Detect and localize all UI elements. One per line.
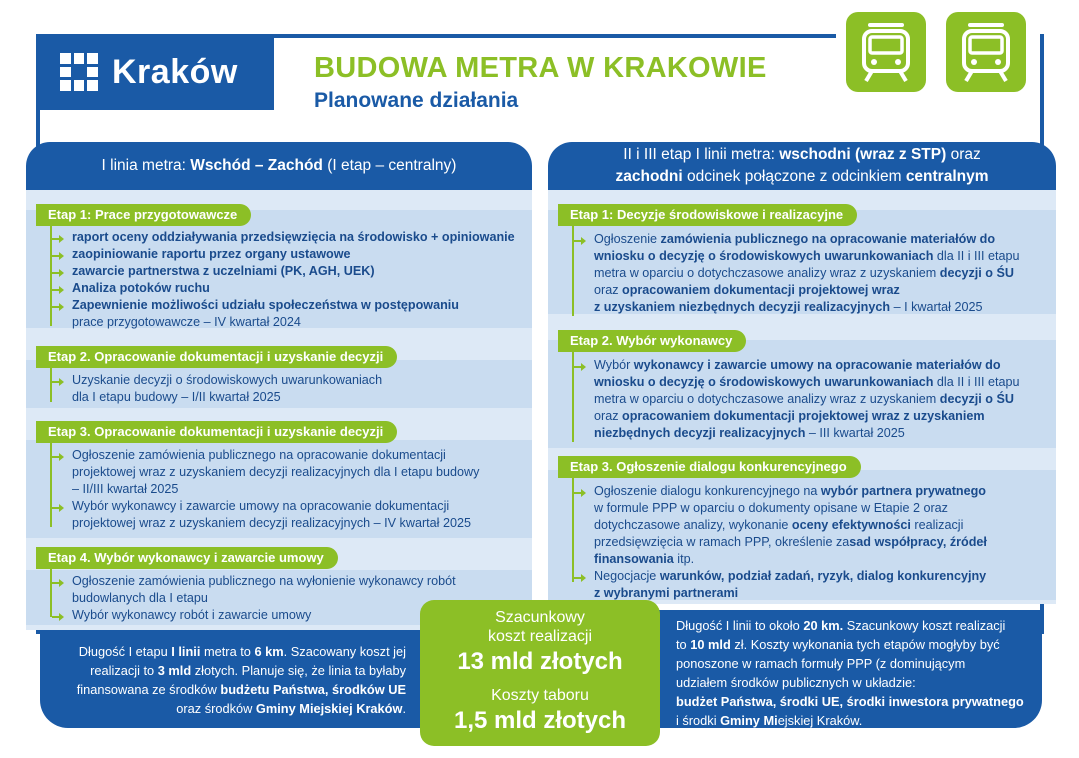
krakow-logo [36, 34, 274, 110]
left-stage-3-item: – II/III kwartał 2025 [72, 482, 179, 496]
right-stage-3-line-5: finansowania itp. [594, 552, 695, 566]
right-stage-2-line-3: metra w oparciu o dotychczasowe analizy wraz z uzyskaniem decyzji o ŚU [594, 392, 1014, 406]
left-stage-2-item: dla I etapu budowy – I/II kwartał 2025 [72, 390, 281, 404]
logo-text: Kraków [112, 52, 238, 91]
right-stage-2-label: Etap 2. Wybór wykonawcy [558, 330, 746, 352]
left-stage-1-item: zaopiniowanie raportu przez organy ustawowe [72, 247, 351, 261]
left-stage-3-item: Wybór wykonawcy i zawarcie umowy na opracowanie dokumentacji [72, 499, 450, 513]
left-stage-1-item: Analiza potoków ruchu [72, 281, 210, 295]
bullet-arrow-icon [574, 240, 582, 242]
right-stage-1-label: Etap 1: Decyzje środowiskowe i realizacyjne [558, 204, 857, 226]
metro-train-icon [946, 12, 1026, 92]
right-stage-1-line-3: metra w oparciu o dotychczasowe analizy wraz z uzyskaniem decyzji o ŚU [594, 266, 1014, 280]
right-summary-box: Długość I linii to około 20 km. Szacunkowy koszt realizacji to 10 mld zł. Koszty wykonania tych etapów mogłyby być ponoszone w ramach formuły PPP (z dominującym udziałem środków publicznych w układzie: budżet Państwa, środki UE, środki inwestora prywatnego i środki Gminy Miejskiej Kraków. [652, 610, 1042, 728]
bullet-arrow-icon [52, 381, 60, 383]
left-column-header [26, 142, 532, 190]
bullet-arrow-icon [52, 306, 60, 308]
right-header-central: centralnym [905, 168, 989, 185]
left-stage-2-item: Uzyskanie decyzji o środowiskowych uwarunkowaniach [72, 373, 383, 387]
bullet-arrow-icon [52, 272, 60, 274]
cost-label-rolling-stock: Koszty taboru [491, 687, 589, 704]
right-stage-2-line-5: niezbędnych decyzji realizacyjnych – III kwartał 2025 [594, 426, 905, 440]
bullet-arrow-icon [52, 582, 60, 584]
left-stage-4-label: Etap 4. Wybór wykonawcy i zawarcie umowy [36, 547, 338, 569]
page-subtitle: Planowane działania [314, 89, 519, 112]
left-stage-1-line [50, 226, 52, 326]
left-stage-4-item: Ogłoszenie zamówienia publicznego na wyłonienie wykonawcy robót [72, 574, 456, 588]
left-header-route: Wschód – Zachód [190, 157, 323, 174]
left-stage-1-item: zawarcie partnerstwa z uczelniami (PK, AGH, UEK) [72, 264, 375, 278]
cost-summary-box [420, 600, 660, 746]
right-stage-2-line-4: oraz opracowaniem dokumentacji projektowej wraz z uzyskaniem [594, 409, 985, 423]
bullet-arrow-icon [574, 492, 582, 494]
right-stage-3-line-4: przedsięwzięcia w ramach PPP, określenie zasad współpracy, źródeł [594, 535, 987, 549]
right-header-west: zachodni [615, 168, 683, 185]
cost-label-1: Szacunkowy [495, 609, 585, 626]
right-stage-1-line-1: Ogłoszenie zamówienia publicznego na opracowanie materiałów do [594, 232, 996, 246]
left-stage-1-item: Zapewnienie możliwości udziału społeczeństwa w postępowaniu [72, 298, 459, 312]
metro-train-icon [846, 12, 926, 92]
right-stage-1-line-2: wniosku o decyzję o środowiskowych uwarunkowaniach dla II i III etapu [594, 249, 1020, 263]
right-stage-3-label: Etap 3. Ogłoszenie dialogu konkurencyjnego [558, 456, 861, 478]
right-header-mid: odcinek połączone z odcinkiem [682, 168, 906, 185]
bullet-arrow-icon [574, 366, 582, 368]
right-stage-3-line-1: Ogłoszenie dialogu konkurencyjnego na wybór partnera prywatnego [594, 484, 986, 498]
left-summary-box: Długość I etapu I linii metra to 6 km. Szacowany koszt jej realizacji to 3 mld złotych. Planuje się, że linia ta byłaby finansowana ze środków budżetu Państwa, środków UE oraz środków Gminy Miejskiej Kraków. [40, 632, 440, 728]
left-stage-2-label: Etap 2. Opracowanie dokumentacji i uzyskanie decyzji [36, 346, 397, 368]
left-stage-3-item: projektowej wraz z uzyskaniem decyzji realizacyjnych dla I etapu budowy [72, 465, 480, 479]
cost-value-rolling-stock: 1,5 mld złotych [453, 707, 627, 734]
left-stage-1-footer: prace przygotowawcze – IV kwartał 2024 [72, 315, 301, 329]
left-header-suffix: (I etap – centralny) [322, 157, 457, 174]
cost-label-2: koszt realizacji [487, 628, 593, 645]
bullet-arrow-icon [52, 255, 60, 257]
right-stage-3-line-6: Negocjacje warunków, podział zadań, ryzyk, dialog konkurencyjny [594, 569, 987, 583]
right-stage-3-line-7: z wybranymi partnerami [594, 586, 739, 600]
right-stage-3-line-3: dotychczasowe analizy, wykonanie oceny efektywności realizacji [594, 518, 964, 532]
right-header-and: oraz [946, 146, 981, 163]
left-header-prefix: I linia metra: [101, 157, 191, 174]
right-stage-2-line-1: Wybór wykonawcy i zawarcie umowy na opracowanie materiałów do [594, 358, 1001, 372]
bullet-arrow-icon [52, 507, 60, 509]
left-stage-4-line [50, 569, 52, 617]
bullet-arrow-icon [52, 456, 60, 458]
left-stage-2-line [50, 368, 52, 402]
left-stage-4-item: budowlanych dla I etapu [72, 591, 208, 605]
krakow-logo-mark-icon [60, 53, 98, 91]
left-stage-1-item: raport oceny oddziaływania przedsięwzięcia na środowisko + opiniowanie [72, 230, 515, 244]
left-stage-3-item: Ogłoszenie zamówienia publicznego na opracowanie dokumentacji [72, 448, 446, 462]
right-stage-1-line-4: oraz opracowaniem dokumentacji projektowej wraz [594, 283, 900, 297]
page-title: BUDOWA METRA W KRAKOWIE [314, 52, 767, 84]
left-stage-1-label: Etap 1: Prace przygotowawcze [36, 204, 251, 226]
right-header-prefix: II i III etap I linii metra: [623, 146, 780, 163]
left-stage-3-item: projektowej wraz z uzyskaniem decyzji realizacyjnych – IV kwartał 2025 [72, 516, 471, 530]
right-stage-3-line-2: w formule PPP w oparciu o dokumenty opisane w Etapie 2 oraz [594, 501, 948, 515]
bullet-arrow-icon [52, 289, 60, 291]
right-stage-2-line-2: wniosku o decyzję o środowiskowych uwarunkowaniach dla II i III etapu [594, 375, 1020, 389]
right-header-east: wschodni (wraz z STP) [779, 146, 947, 163]
bullet-arrow-icon [52, 616, 60, 618]
right-column-header [548, 142, 1056, 190]
left-stage-4-item: Wybór wykonawcy robót i zawarcie umowy [72, 608, 312, 622]
right-stage-1-line-5: z uzyskaniem niezbędnych decyzji realizacyjnych – I kwartał 2025 [594, 300, 983, 314]
left-stage-3-label: Etap 3. Opracowanie dokumentacji i uzyskanie decyzji [36, 421, 397, 443]
bullet-arrow-icon [52, 238, 60, 240]
bullet-arrow-icon [574, 577, 582, 579]
cost-value-total: 13 mld złotych [457, 648, 623, 675]
